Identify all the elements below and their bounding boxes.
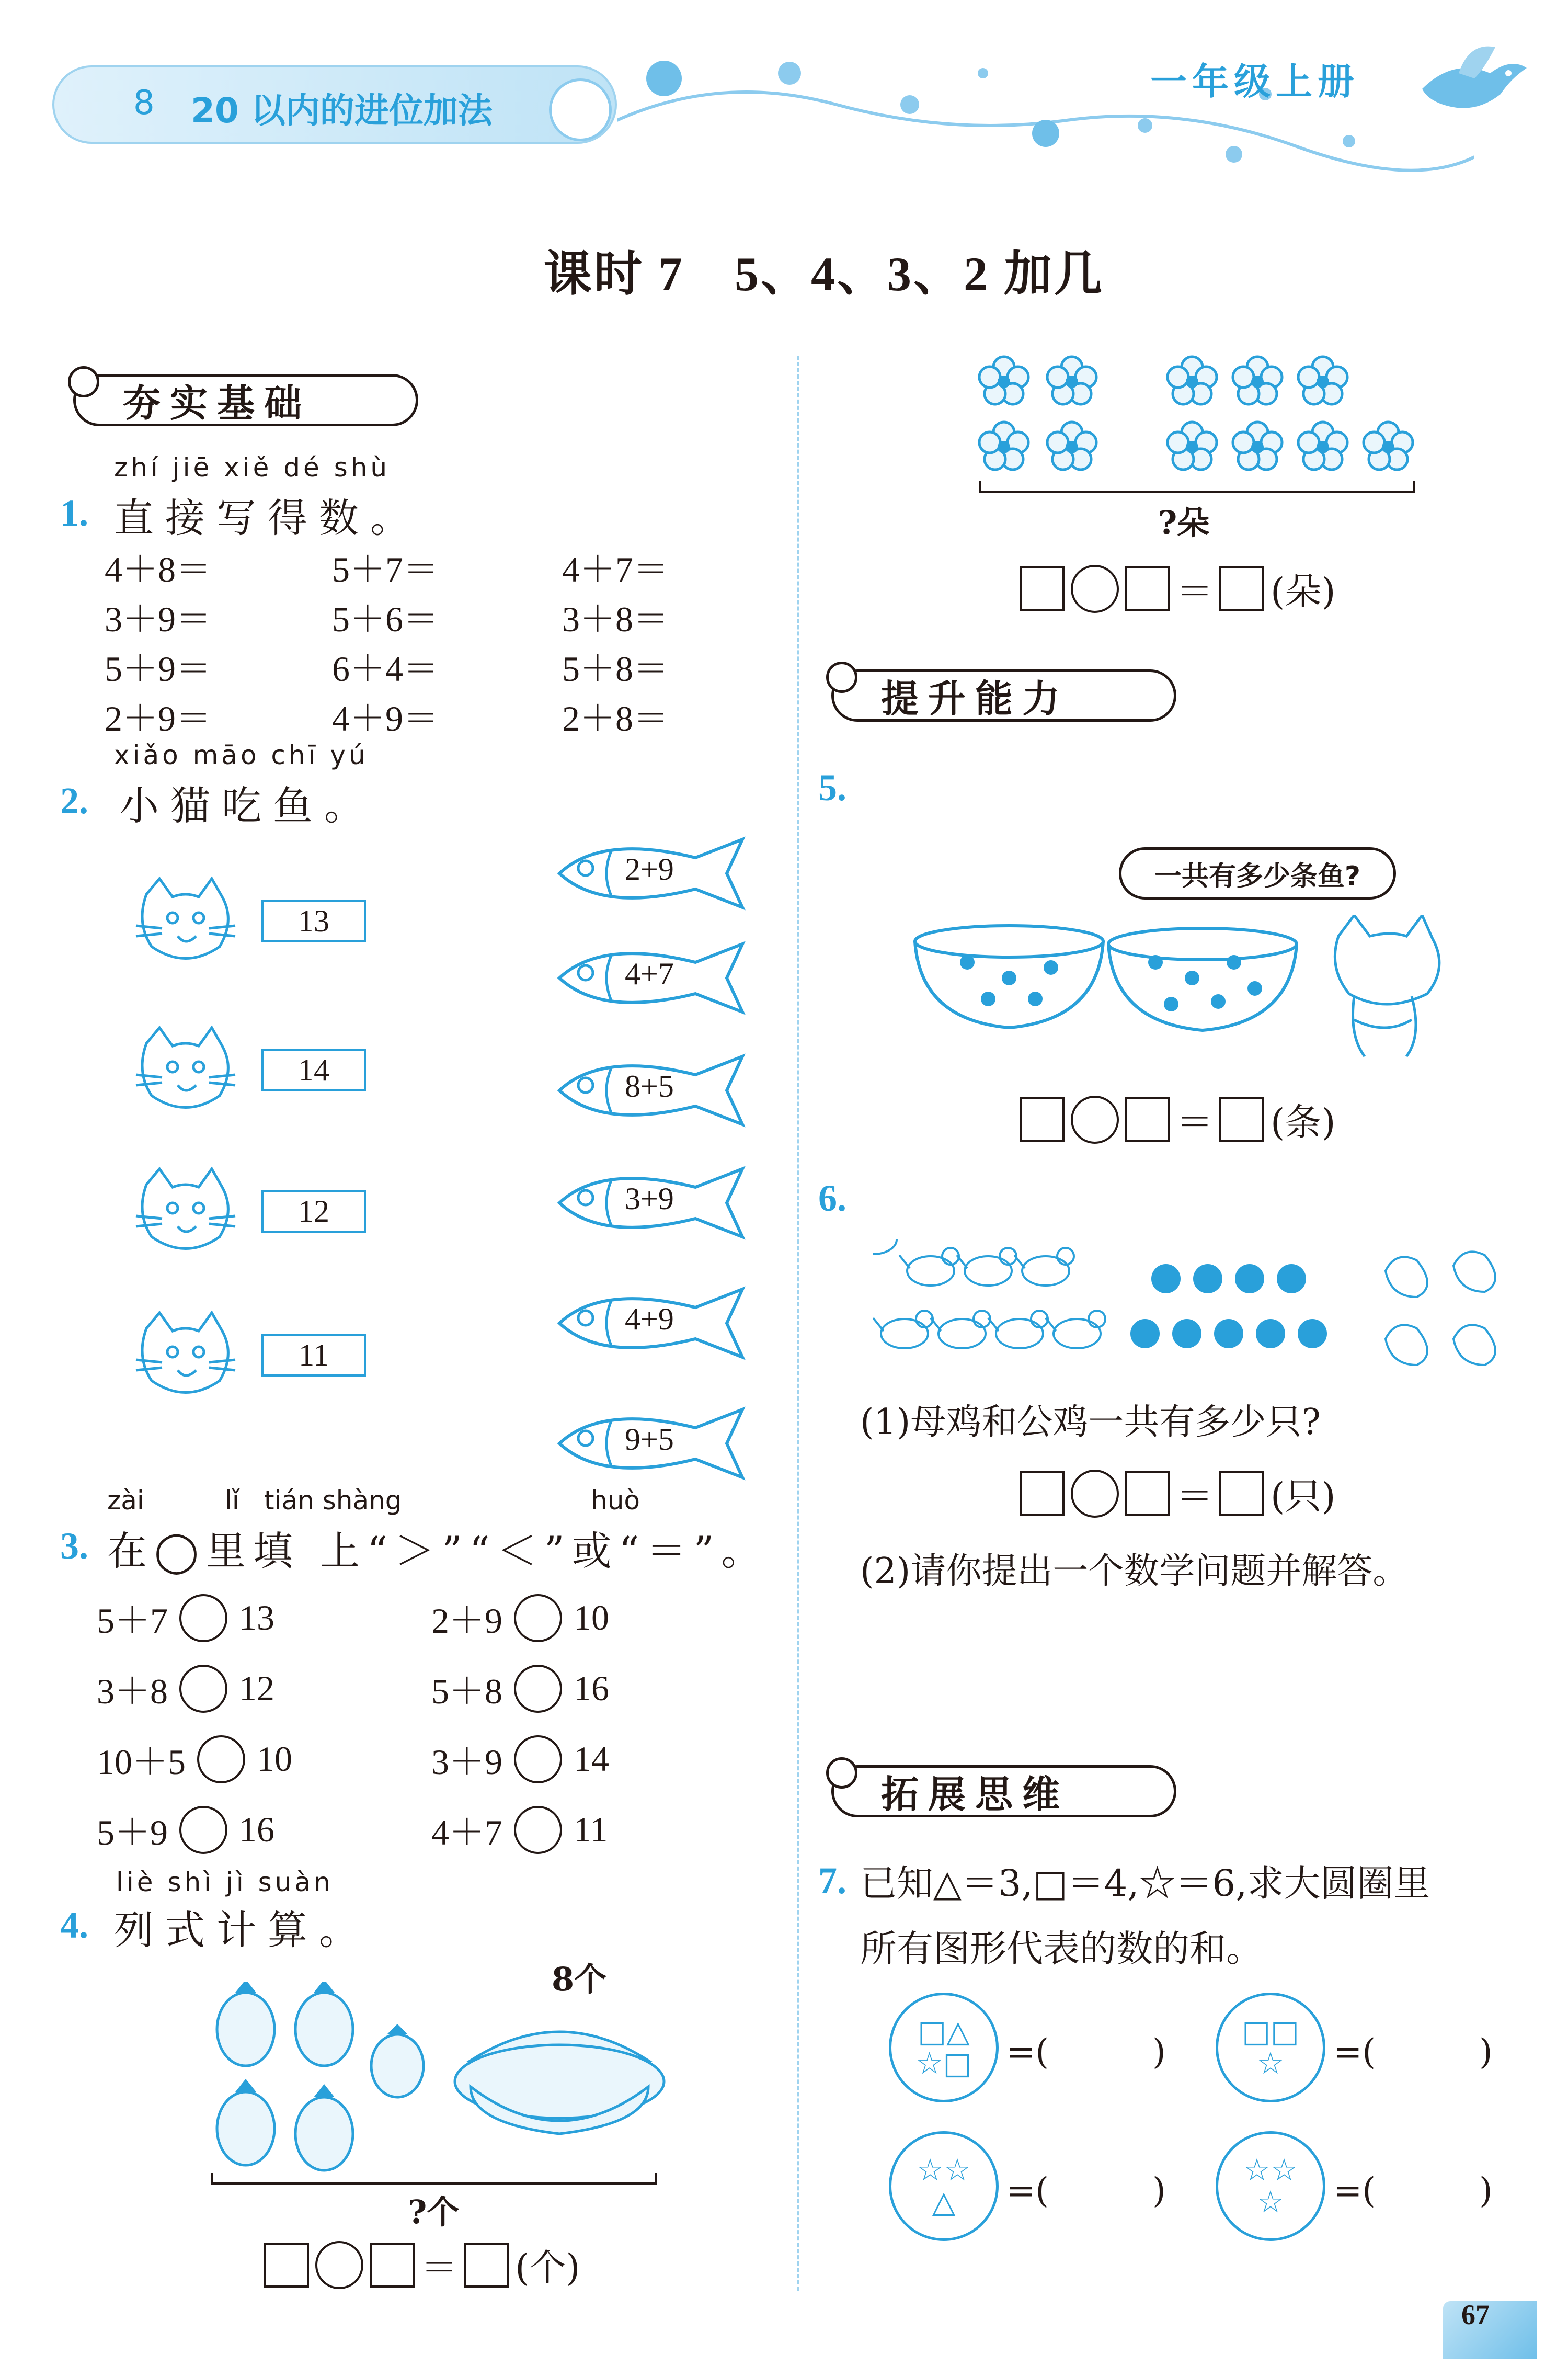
operator-circle-input[interactable] [1071,1470,1119,1518]
q3-value: 10 [574,1598,610,1637]
answer-box-input[interactable] [1219,1471,1264,1516]
q1-cell: 4＋7＝ [562,550,669,589]
q3-left-row [97,1592,274,1643]
q3-value: 11 [574,1810,608,1849]
q3-right-row [431,1663,609,1714]
cat-number-box: 12 [261,1190,366,1233]
section-basics-bubble-icon [68,366,99,397]
q3-expr: 5＋7 [97,1601,168,1641]
q3-pinyin: huò [591,1485,640,1516]
answer-box-input[interactable] [1219,1097,1264,1142]
q1-cell: 5＋6＝ [332,599,439,639]
unit-label: (朵) [1271,570,1336,613]
answer-box-input[interactable] [1125,1097,1170,1142]
shape-circle-content: □□ ☆ [1242,2014,1299,2081]
cat-icon [131,873,241,968]
q4-answer-row [264,2238,580,2291]
header-banner-circle [549,78,612,141]
answer-box-input[interactable] [1125,1471,1170,1516]
chickens-illustration [873,1239,1521,1375]
q3-value: 16 [239,1810,275,1849]
fish-item [554,936,753,1020]
q1-cell: 3＋9＝ [105,599,212,639]
shape-circle-answer[interactable]: =( ) [1006,2170,1166,2211]
answer-box-input[interactable] [370,2243,415,2288]
q3-instruction: 在◯里填 上“＞”“＜”或“＝”。 [107,1528,769,1574]
q1-number: 1. [60,492,88,534]
q5-number: 5. [818,767,846,809]
operator-circle-input[interactable] [315,2241,363,2289]
compare-circle-input[interactable] [514,1665,562,1713]
shape-circle [889,2131,999,2241]
fish-item [554,1402,753,1485]
q7-number: 7. [818,1860,846,1902]
answer-box-input[interactable] [1020,1097,1065,1142]
q3-right-row [431,1592,609,1643]
shape-circle-content: ☆☆ △ [917,2152,971,2220]
page-number-badge [1443,2301,1537,2359]
shape-circle-answer[interactable]: =( ) [1006,2032,1166,2072]
q1-pinyin: zhí jiē xiě dé shù [114,452,391,483]
q7-line1: 已知△＝3,□＝4,☆＝6,求大圆圈里 [860,1862,1430,1905]
fish-item [554,832,753,915]
flowers-answer-row [1020,562,1336,615]
q1-cell: 4＋8＝ [105,550,212,589]
q1-cell: 2＋9＝ [105,699,212,738]
q1-instruction: 直接写得数。 [114,495,421,541]
q3-value: 10 [257,1739,293,1779]
q3-pinyin: zài [107,1485,144,1516]
q3-value: 14 [574,1739,610,1779]
q3-value: 12 [239,1668,275,1708]
section-basics-label: 夯实基础 [73,374,418,426]
basket-count-label: 8个 [552,1960,607,1998]
shape-circle [889,1993,999,2102]
q1-cell: 5＋7＝ [332,550,439,589]
q4-instruction: 列式计算。 [114,1907,370,1953]
shape-circle-content: ☆☆ ☆ [1243,2152,1298,2220]
q1-cell: 5＋8＝ [562,649,669,689]
section-extend-label: 拓展思维 [831,1765,1176,1817]
cat-number-box: 14 [261,1049,366,1091]
section-improve-label: 提升能力 [831,669,1176,722]
grade-label: 一年级上册 [1150,60,1359,103]
q1-cell: 4＋9＝ [332,699,439,738]
answer-box-input[interactable] [1125,566,1170,611]
q3-number: 3. [60,1525,88,1567]
fish-item [554,1049,753,1132]
fish-label: 2+9 [625,852,674,886]
q4-number: 4. [60,1904,88,1946]
q1-cell: 2＋8＝ [562,699,669,738]
page-number: 67 [1461,2299,1490,2330]
shape-circle-answer[interactable]: =( ) [1333,2170,1493,2211]
q3-expr: 3＋8 [97,1671,168,1711]
q3-expr: 4＋7 [431,1813,503,1852]
q3-left-row [97,1734,292,1784]
q2-instruction: 小猫吃鱼。 [119,782,375,829]
flower-total-brace [978,479,1417,499]
q3-value: 16 [574,1668,610,1708]
q3-expr: 10＋5 [97,1742,186,1782]
total-count-label: ?个 [408,2193,460,2231]
fish-label: 8+5 [625,1069,674,1104]
answer-box-input[interactable] [464,2243,509,2288]
q3-pinyin: tián shàng [264,1485,402,1516]
q3-right-row [431,1734,609,1784]
q3-value: 13 [239,1598,275,1637]
chapter-title: 20 以内的进位加法 [191,90,493,131]
shape-circle [1216,1993,1325,2102]
q3-pinyin: lǐ [225,1485,239,1516]
equals-sign: ＝ [1176,1101,1213,1144]
answer-box-input[interactable] [1219,566,1264,611]
q3-expr: 5＋9 [97,1813,168,1852]
unit-label: (条) [1271,1101,1336,1144]
pineapples-illustration [214,1982,685,2181]
q5-answer-row [1020,1093,1336,1146]
answer-box-input[interactable] [1020,1471,1065,1516]
q6-sub2-text: (2)请你提出一个数学问题并解答。 [860,1551,1409,1592]
shape-circle-content: □△ ☆□ [915,2014,972,2081]
unit-label: (只) [1271,1475,1336,1518]
q3-right-row [431,1804,608,1855]
answer-box-input[interactable] [264,2243,309,2288]
section-extend-bubble-icon [826,1757,857,1789]
compare-circle-input[interactable] [514,1806,562,1854]
q6-sub1-text: (1)母鸡和公鸡一共有多少只? [860,1402,1321,1443]
q1-cell: 3＋8＝ [562,599,669,639]
fish-bowls-illustration [910,915,1485,1062]
compare-circle-input[interactable] [514,1735,562,1783]
q3-expr: 5＋8 [431,1671,503,1711]
q6-answer-row [1020,1467,1336,1520]
cat-number-box: 11 [261,1334,366,1377]
equals-sign: ＝ [1176,570,1213,613]
flowers-illustration [972,348,1422,479]
fish-label: 4+7 [625,957,674,991]
q7-line2: 所有图形代表的数的和。 [860,1927,1263,1970]
q2-number: 2. [60,780,88,822]
column-divider [797,356,799,2291]
fish-item [554,1281,753,1365]
lesson-title: 课时 7 5、4、3、2 加几 [544,247,1105,301]
q6-number: 6. [818,1177,846,1219]
fish-label: 9+5 [625,1422,674,1457]
q3-expr: 2＋9 [431,1601,503,1641]
compare-circle-input[interactable] [197,1735,245,1783]
operator-circle-input[interactable] [1071,565,1119,613]
unit-label: (个) [515,2246,580,2289]
equals-sign: ＝ [421,2246,457,2289]
shape-circle [1216,2131,1325,2241]
equals-sign: ＝ [1176,1475,1213,1518]
speech-bubble-text: 一共有多少条鱼? [1154,860,1361,892]
answer-box-input[interactable] [1020,566,1065,611]
q1-cell: 5＋9＝ [105,649,212,689]
compare-circle-input[interactable] [179,1806,227,1854]
q3-left-row [97,1804,274,1855]
fish-item [554,1161,753,1245]
operator-circle-input[interactable] [1071,1096,1119,1144]
bird-icon [1412,37,1532,120]
fish-label: 4+9 [625,1302,674,1336]
chapter-number: 8 [133,84,155,122]
cat-icon [131,1307,241,1402]
q3-expr: 3＋9 [431,1742,503,1782]
compare-circle-input[interactable] [179,1594,227,1642]
cat-icon [131,1164,241,1258]
q2-pinyin: xiǎo māo chī yú [114,740,369,770]
compare-circle-input[interactable] [514,1594,562,1642]
cat-number-box: 13 [261,900,366,942]
speech-bubble [1119,847,1396,900]
flower-total-label: ?朵 [1158,504,1210,542]
q4-pinyin: liè shì jì suàn [116,1867,334,1897]
section-improve-bubble-icon [826,662,857,693]
q1-cell: 6＋4＝ [332,649,439,689]
fish-label: 3+9 [625,1181,674,1216]
shape-circle-answer[interactable]: =( ) [1333,2032,1493,2072]
cat-icon [131,1022,241,1117]
q3-left-row [97,1663,274,1714]
compare-circle-input[interactable] [179,1665,227,1713]
